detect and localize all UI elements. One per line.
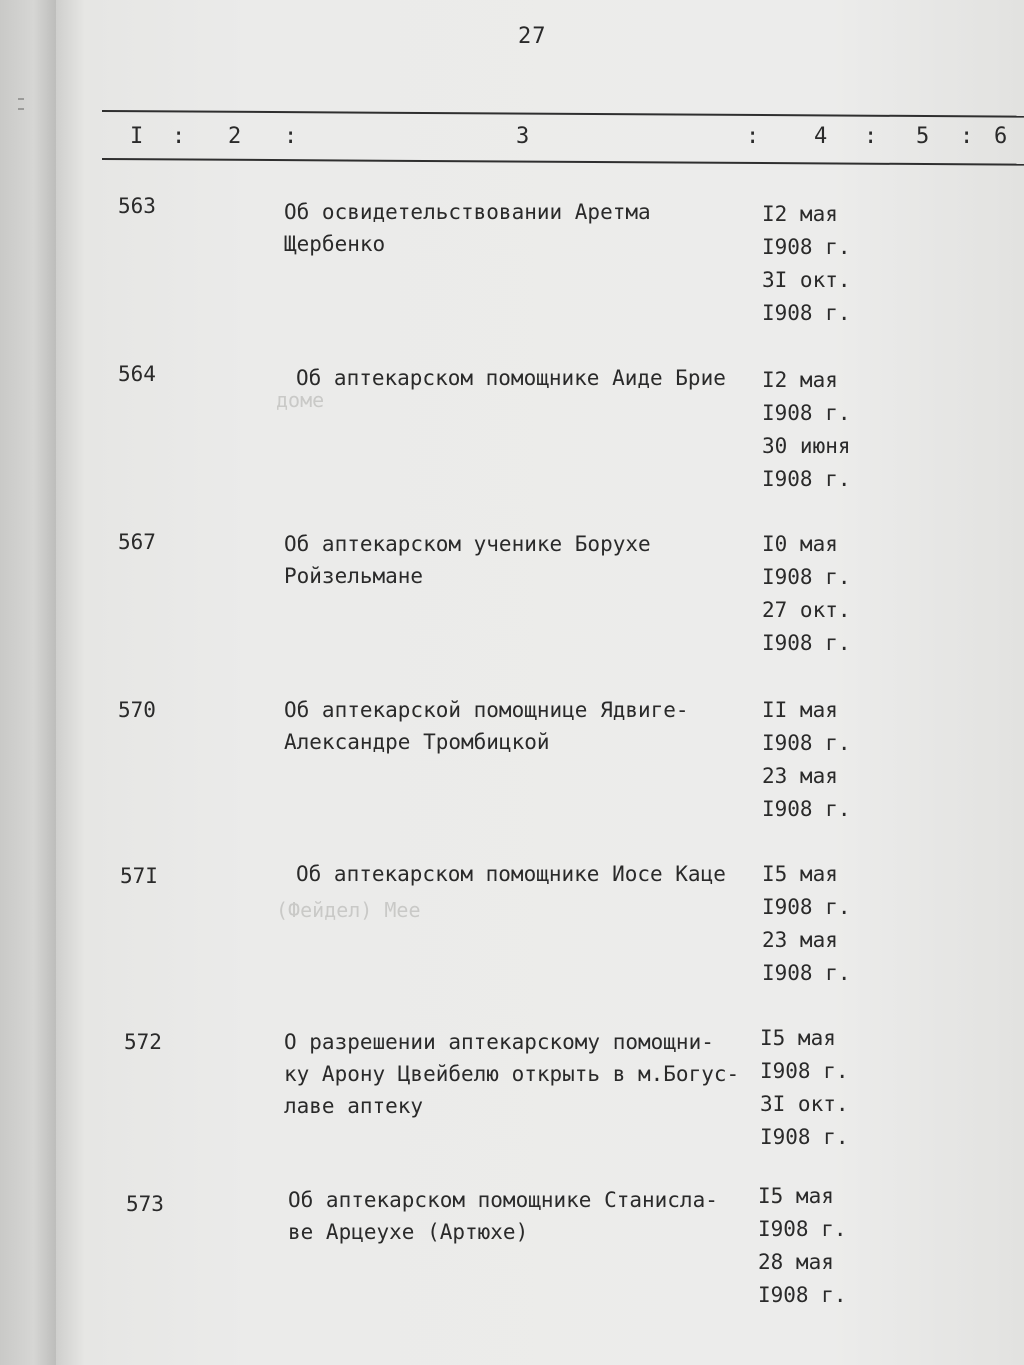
start-year: I908 г. <box>762 235 851 259</box>
entry-number: 564 <box>118 362 156 386</box>
entry-title: Об аптекарской помощнице Ядвиге- Александре Тромбицкой <box>284 698 689 754</box>
start-date: II мая <box>762 698 838 722</box>
start-year: I908 г. <box>760 1059 849 1083</box>
entry-dates <box>762 858 851 990</box>
column-separator: : <box>864 124 878 149</box>
start-date: I2 мая <box>762 202 838 226</box>
column-header-6: 6 <box>994 124 1008 149</box>
end-date: 30 июня <box>762 434 851 458</box>
entry-number: 573 <box>126 1192 164 1216</box>
column-header-2: 2 <box>228 124 242 149</box>
column-separator: : <box>284 124 298 149</box>
start-year: I908 г. <box>762 731 851 755</box>
entry-dates <box>758 1180 847 1312</box>
gutter-mark <box>18 98 24 100</box>
start-year: I908 г. <box>762 565 851 589</box>
entry-title: О разрешении аптекарскому помощни- ку Арону Цвейбелю открыть в м.Богус- лаве аптеку <box>284 1030 740 1118</box>
entry-title: Об освидетельствовании Аретма Щербенко <box>284 200 651 256</box>
bleed-through: доме <box>276 388 325 412</box>
book-gutter <box>0 0 56 1365</box>
bleed-through: (Фейдел) Мее <box>276 898 421 922</box>
entry-dates <box>762 364 851 496</box>
entry-title: Об аптекарском помощнике Станисла- ве Арцеухе (Артюхе) <box>288 1188 718 1244</box>
end-date: 23 мая <box>762 928 838 952</box>
page-number: 27 <box>518 24 547 49</box>
start-date: I5 мая <box>758 1184 834 1208</box>
end-year: I908 г. <box>760 1125 849 1149</box>
entry-number: 57I <box>120 864 158 888</box>
entry-dates <box>762 198 851 330</box>
column-header-3: 3 <box>516 124 530 149</box>
start-year: I908 г. <box>762 401 851 425</box>
end-year: I908 г. <box>758 1283 847 1307</box>
entry-dates <box>762 528 851 660</box>
end-date: 27 окт. <box>762 598 851 622</box>
end-year: I908 г. <box>762 301 851 325</box>
entry-dates <box>760 1022 849 1154</box>
gutter-mark <box>18 108 24 110</box>
column-header-5: 5 <box>916 124 930 149</box>
start-date: I5 мая <box>760 1026 836 1050</box>
column-header-1: I <box>130 124 144 149</box>
entry-number: 570 <box>118 698 156 722</box>
entry-title: Об аптекарском помощнике Иосе Каце <box>296 862 726 886</box>
entry-number: 567 <box>118 530 156 554</box>
start-year: I908 г. <box>762 895 851 919</box>
column-separator: : <box>960 124 974 149</box>
start-date: I5 мая <box>762 862 838 886</box>
end-year: I908 г. <box>762 467 851 491</box>
end-year: I908 г. <box>762 961 851 985</box>
end-date: 23 мая <box>762 764 838 788</box>
entry-number: 572 <box>124 1030 162 1054</box>
end-date: 28 мая <box>758 1250 834 1274</box>
column-header-4: 4 <box>814 124 828 149</box>
start-date: I2 мая <box>762 368 838 392</box>
start-year: I908 г. <box>758 1217 847 1241</box>
column-separator: : <box>746 124 760 149</box>
entry-dates <box>762 694 851 826</box>
end-year: I908 г. <box>762 631 851 655</box>
entry-title: Об аптекарском ученике Борухе Ройзельмане <box>284 532 651 588</box>
end-date: 3I окт. <box>760 1092 849 1116</box>
entry-number: 563 <box>118 194 156 218</box>
end-date: 3I окт. <box>762 268 851 292</box>
start-date: I0 мая <box>762 532 838 556</box>
column-separator: : <box>172 124 186 149</box>
entry-title: Об аптекарском помощнике Аиде Брие <box>296 366 726 390</box>
end-year: I908 г. <box>762 797 851 821</box>
